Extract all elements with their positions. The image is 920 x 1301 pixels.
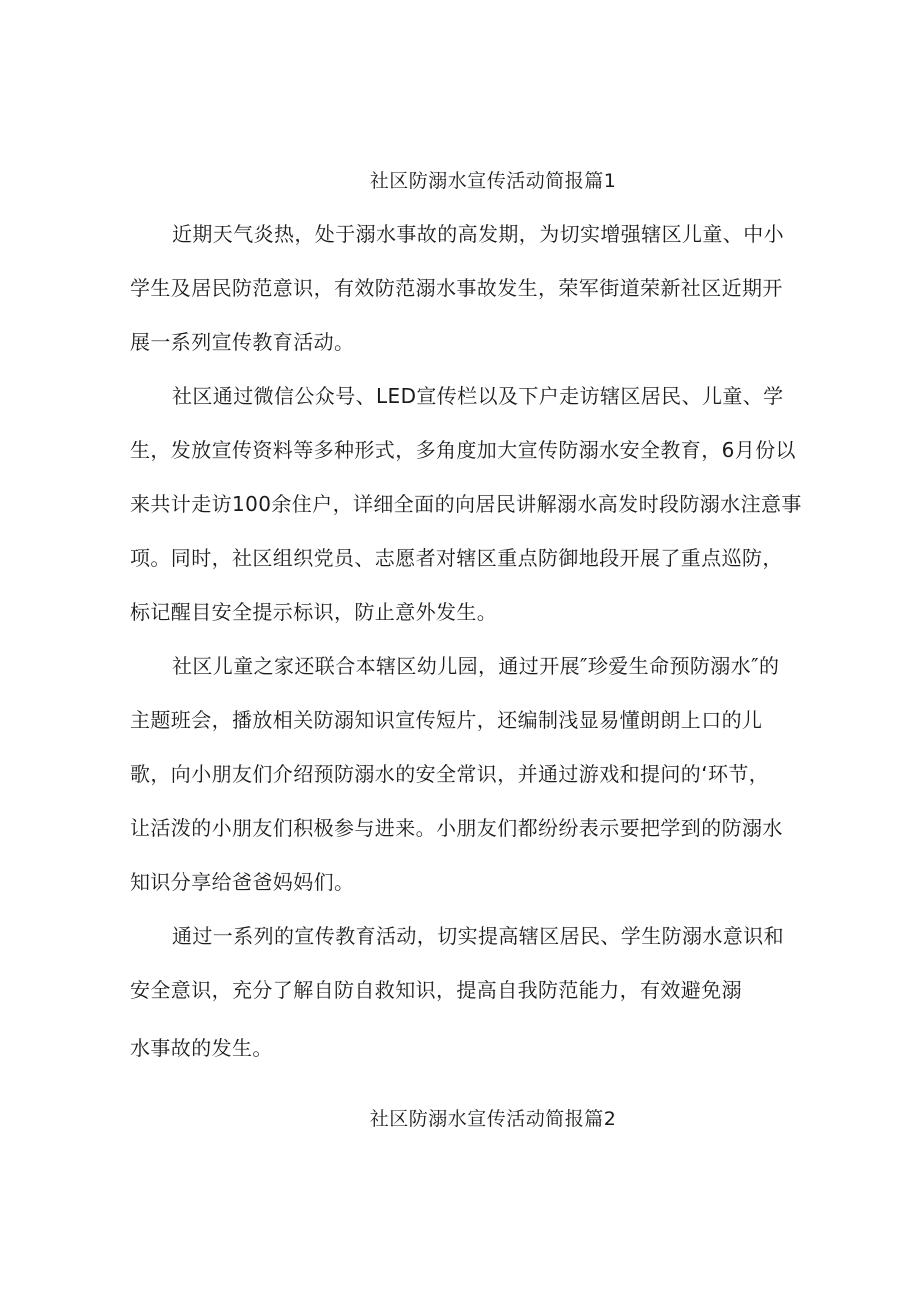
paragraph-line: 标记醒目安全提示标识，防止意外发生。 [130, 600, 498, 624]
paragraph-3 [130, 639, 795, 909]
paragraph-line: 学生及居民防范意识，有效防范溺水事故发生，荣军街道荣新社区近期开 [130, 276, 783, 300]
paragraph-line: 近期天气炎热，处于溺水事故的高发期，为切实增强辖区儿童、中小 [172, 222, 784, 246]
paragraph-2 [130, 369, 802, 639]
paragraph-1 [130, 207, 795, 369]
paragraph-line: 让活泼的小朋友们积极参与进来。小朋友们都纷纷表示要把学到的防溺水 [130, 816, 783, 840]
paragraph-4 [130, 909, 795, 1075]
paragraph-line: 歌，向小朋友们介绍预防溺水的安全常识，并通过游戏和提问的‘环节， [130, 762, 770, 786]
paragraph-line: 社区通过微信公众号、LED宣传栏以及下户走访辖区居民、儿童、学 [172, 384, 784, 408]
paragraph-line: 项。同时，社区组织党员、志愿者对辖区重点防御地段开展了重点巡防， [130, 546, 783, 570]
section-title-1: 社区防溺水宣传活动简报篇1 [369, 170, 617, 192]
paragraph-line: 通过一系列的宣传教育活动，切实提高辖区居民、学生防溺水意识和 [172, 924, 784, 948]
paragraph-line: 生，发放宣传资料等多种形式，多角度加大宣传防溺水安全教育，6月份以 [130, 438, 796, 462]
paragraph-line: 安全意识，充分了解自防自救知识，提高自我防范能力，有效避免溺 [130, 978, 742, 1002]
paragraph-line: 主题班会，播放相关防溺知识宣传短片，还编制浅显易懂朗朗上口的儿 [130, 708, 763, 732]
section-title-2: 社区防溺水宣传活动简报篇2 [369, 1108, 617, 1130]
paragraph-line: 社区儿童之家还联合本辖区幼儿园，通过开展″珍爱生命预防溺水″的 [172, 654, 780, 678]
paragraph-line: 水事故的发生。 [130, 1036, 273, 1060]
paragraph-line: 展一系列宣传教育活动。 [130, 330, 355, 354]
paragraph-line: 知识分享给爸爸妈妈们。 [130, 870, 355, 894]
paragraph-line: 来共计走访100余住户，详细全面的向居民讲解溺水高发时段防溺水注意事 [130, 492, 802, 516]
